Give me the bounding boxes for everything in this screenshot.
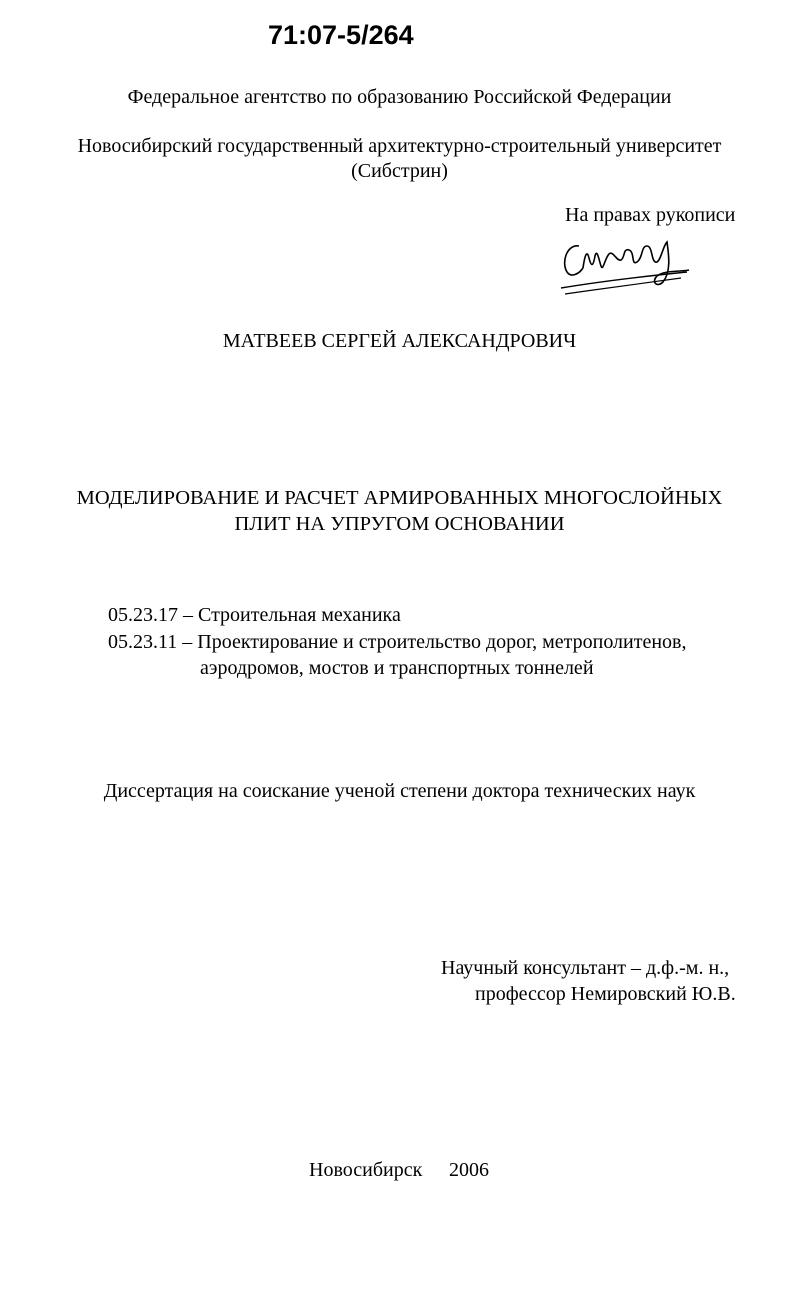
author-name: МАТВЕЕВ СЕРГЕЙ АЛЕКСАНДРОВИЧ [222,330,577,352]
manuscript-note: На правах рукописи [565,204,736,226]
thesis-title-line-2: ПЛИТ НА УПРУГОМ ОСНОВАНИИ [234,513,565,535]
specialty-1: 05.23.17 – Строительная механика [108,604,401,626]
signature-icon [557,232,697,302]
advisor-title: Научный консультант – д.ф.-м. н., [441,957,730,979]
document-code: 71:07-5/264 [268,20,414,50]
university-name: Новосибирский государственный архитектурно-строительный университет [77,135,722,157]
agency-name: Федеральное агентство по образованию Российской Федерации [127,86,672,108]
advisor-name: профессор Немировский Ю.В. [475,983,736,1005]
thesis-title-line-1: МОДЕЛИРОВАНИЕ И РАСЧЕТ АРМИРОВАННЫХ МНОГОСЛОЙНЫХ [76,487,723,509]
specialty-2: 05.23.11 – Проектирование и строительство дорог, метрополитенов, [108,631,687,653]
specialty-2-continuation: аэродромов, мостов и транспортных тоннелей [200,657,594,679]
year: 2006 [449,1159,489,1181]
university-abbrev: (Сибстрин) [351,160,448,182]
city: Новосибирск [309,1159,423,1181]
degree-statement: Диссертация на соискание ученой степени доктора технических наук [103,780,696,802]
